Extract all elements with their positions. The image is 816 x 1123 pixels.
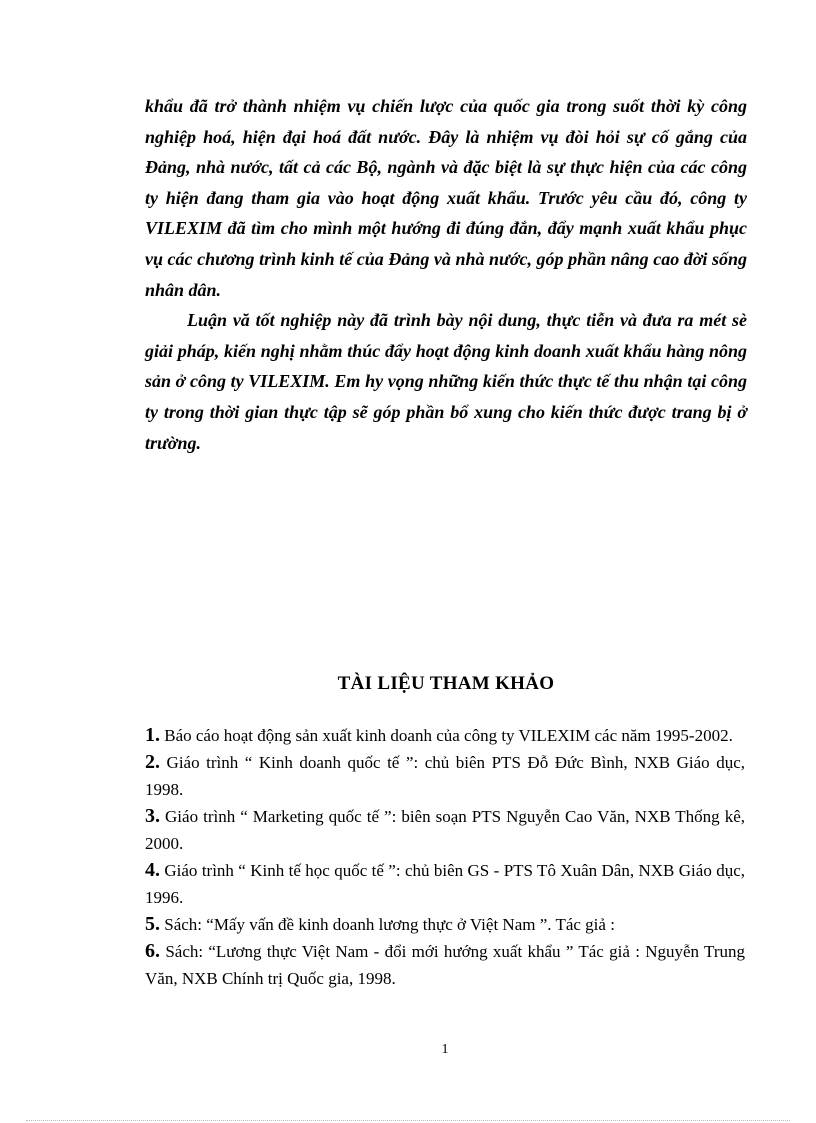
reference-number: 4. bbox=[145, 859, 160, 881]
reference-number: 6. bbox=[145, 940, 160, 962]
reference-item bbox=[145, 911, 745, 938]
reference-text: Báo cáo hoạt động sản xuất kinh doanh của công ty VILEXIM các năm 1995-2002. bbox=[164, 726, 733, 745]
reference-number: 2. bbox=[145, 751, 160, 773]
reference-text: Giáo trình “ Kinh tế học quốc tế ”: chủ biên GS - PTS Tô Xuân Dân, NXB Giáo dục, 1996. bbox=[145, 861, 745, 907]
conclusion-text bbox=[145, 91, 747, 458]
reference-item bbox=[145, 803, 745, 857]
reference-item bbox=[145, 722, 745, 749]
reference-item bbox=[145, 749, 745, 803]
reference-text: Sách: “Mấy vấn đề kinh doanh lương thực ở Việt Nam ”. Tác giả : bbox=[164, 915, 615, 934]
paragraph-2: Luận vă tốt nghiệp này đã trình bày nội dung, thực tiễn và đưa ra mét sè giải pháp, kiến nghị nhằm thúc đẩy hoạt động kinh doanh xuất khẩu hàng nông sản ở công ty VILEXIM. Em hy vọng những kiến thức thực tế thu nhận tại công ty trong thời gian thực tập sẽ góp phần bổ xung cho kiến thức được trang bị ở trường. bbox=[145, 310, 747, 453]
references-list bbox=[145, 722, 745, 992]
reference-text: Giáo trình “ Marketing quốc tế ”: biên soạn PTS Nguyễn Cao Văn, NXB Thống kê, 2000. bbox=[145, 807, 745, 853]
page-bottom-divider bbox=[26, 1120, 790, 1121]
page-number: 1 bbox=[441, 1042, 449, 1057]
reference-item bbox=[145, 857, 745, 911]
reference-item bbox=[145, 938, 745, 992]
reference-number: 1. bbox=[145, 724, 160, 746]
references-title: TÀI LIỆU THAM KHẢO bbox=[337, 673, 555, 694]
paragraph-1: khẩu đã trở thành nhiệm vụ chiến lược của quốc gia trong suốt thời kỳ công nghiệp hoá, hiện đại hoá đất nước. Đây là nhiệm vụ đòi hỏi sự cố gắng của Đảng, nhà nước, tất cả các Bộ, ngành và đặc biệt là sự thực hiện của các công ty hiện đang tham gia vào hoạt động xuất khẩu. Trước yêu cầu đó, công ty VILEXIM đã tìm cho mình một hướng đi đúng đắn, đẩy mạnh xuất khẩu phục vụ các chương trình kinh tế của Đảng và nhà nước, góp phần nâng cao đời sống nhân dân. bbox=[145, 96, 747, 300]
reference-text: Sách: “Lương thực Việt Nam - đổi mới hướng xuất khẩu ” Tác giả : Nguyễn Trung Văn, NXB Chính trị Quốc gia, 1998. bbox=[145, 942, 745, 988]
reference-number: 5. bbox=[145, 913, 160, 935]
reference-text: Giáo trình “ Kinh doanh quốc tế ”: chủ biên PTS Đỗ Đức Bình, NXB Giáo dục, 1998. bbox=[145, 753, 746, 799]
reference-number: 3. bbox=[145, 805, 160, 827]
